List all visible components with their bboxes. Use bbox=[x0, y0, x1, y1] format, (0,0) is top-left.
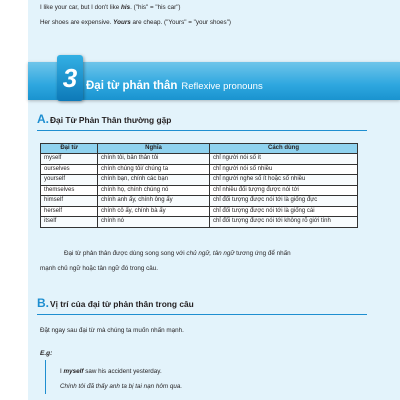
table-row bbox=[41, 175, 358, 186]
table-row bbox=[41, 154, 358, 165]
example-translation: Chính tôi đã thấy anh ta bị tai nạn hôm qua. bbox=[60, 383, 183, 390]
meaning-cell: chính họ, chính chúng nó bbox=[98, 185, 210, 196]
pronoun-cell: themselves bbox=[41, 185, 98, 196]
example-sentence: I myself saw his accident yesterday. bbox=[60, 368, 162, 375]
part-a-divider bbox=[37, 130, 367, 131]
column-header: Nghĩa bbox=[98, 144, 210, 154]
position-rule: Đặt ngay sau đại từ mà chúng ta muốn nhấn mạnh. bbox=[40, 327, 184, 334]
usage-cell: chỉ người nói số ít bbox=[210, 154, 358, 165]
usage-cell: chỉ người nghe số ít hoặc số nhiều bbox=[210, 175, 358, 186]
part-b-divider bbox=[37, 314, 367, 315]
example-line-his: I like your car, but I don't like his. ("his" = "his car") bbox=[40, 4, 181, 11]
table-row bbox=[41, 164, 358, 175]
example-marker bbox=[45, 360, 46, 394]
part-a-title: Đại Từ Phản Thân thường gặp bbox=[50, 115, 172, 125]
table-row bbox=[41, 196, 358, 207]
usage-paragraph-line1: Đại từ phản thân được dùng song song với chủ ngữ, tân ngữ tương ứng để nhấn bbox=[64, 250, 291, 257]
example-label: E.g: bbox=[40, 350, 53, 357]
example-line-yours: Her shoes are expensive. Yours are cheap. ("Yours" = "your shoes") bbox=[40, 19, 232, 26]
usage-paragraph-line2: mạnh chủ ngữ hoặc tân ngữ đó trong câu. bbox=[40, 265, 159, 272]
reflexive-pronoun-table bbox=[40, 143, 358, 228]
usage-cell: chỉ đối tượng được nói tới là giống đực bbox=[210, 196, 358, 207]
meaning-cell: chính nó bbox=[98, 217, 210, 228]
usage-cell: chỉ nhiều đối tượng được nói tới bbox=[210, 185, 358, 196]
pronoun-cell: ourselves bbox=[41, 164, 98, 175]
section-title: Đại từ phản thân Reflexive pronouns bbox=[86, 80, 263, 92]
table-row bbox=[41, 206, 358, 217]
pronoun-cell: yourself bbox=[41, 175, 98, 186]
meaning-cell: chính chúng tôi/ chúng ta bbox=[98, 164, 210, 175]
pronoun-cell: myself bbox=[41, 154, 98, 165]
table-row bbox=[41, 185, 358, 196]
column-header: Đại từ bbox=[41, 144, 98, 154]
part-b-title: Vị trí của đại từ phản thân trong câu bbox=[50, 299, 194, 309]
pronoun-cell: itself bbox=[41, 217, 98, 228]
meaning-cell: chính tôi, bản thân tôi bbox=[98, 154, 210, 165]
meaning-cell: chính cô ấy, chính bà ấy bbox=[98, 206, 210, 217]
pronoun-cell: himself bbox=[41, 196, 98, 207]
meaning-cell: chính anh ấy, chính ông ấy bbox=[98, 196, 210, 207]
usage-cell: chỉ đối tượng được nói tới là giống cái bbox=[210, 206, 358, 217]
column-header: Cách dùng bbox=[210, 144, 358, 154]
section-number: 3 bbox=[57, 55, 83, 101]
table-header-row bbox=[41, 144, 358, 154]
usage-cell: chỉ người nói số nhiều bbox=[210, 164, 358, 175]
meaning-cell: chính bạn, chính các bạn bbox=[98, 175, 210, 186]
part-b-letter: B. bbox=[37, 296, 49, 310]
pronoun-cell: herself bbox=[41, 206, 98, 217]
part-a-letter: A. bbox=[37, 112, 49, 126]
usage-cell: chỉ đối tượng được nói tới không rõ giới tính bbox=[210, 217, 358, 228]
table-row bbox=[41, 217, 358, 228]
